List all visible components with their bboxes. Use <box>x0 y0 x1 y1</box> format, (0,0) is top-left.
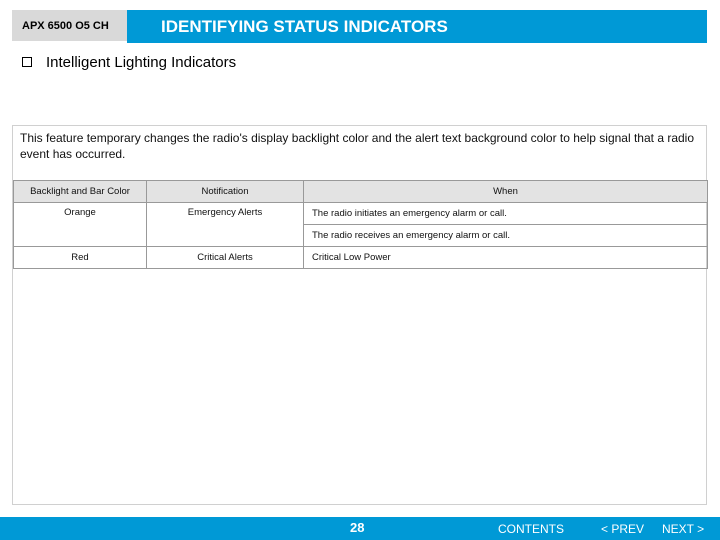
table-cell: Critical Low Power <box>304 247 708 269</box>
table-cell: Orange <box>14 203 147 247</box>
section-heading <box>22 52 236 72</box>
page-number: 28 <box>350 520 365 535</box>
next-link[interactable]: NEXT > <box>662 522 705 536</box>
content-panel <box>12 125 707 505</box>
table-header-cell: Backlight and Bar Color <box>14 181 147 203</box>
table-cell: The radio initiates an emergency alarm or call. <box>304 203 708 225</box>
prev-link[interactable]: < PREV <box>601 522 645 536</box>
table-cell: Red <box>14 247 147 269</box>
table-header-cell: When <box>304 181 708 203</box>
table-header-cell: Notification <box>147 181 304 203</box>
footer-bar <box>0 517 720 540</box>
model-label: APX 6500 O5 CH <box>12 10 127 41</box>
table-cell: The radio receives an emergency alarm or call. <box>304 225 708 247</box>
table-row <box>14 203 708 225</box>
table-row <box>14 247 708 269</box>
table-header-row <box>14 181 708 203</box>
square-bullet-icon <box>22 57 32 67</box>
section-heading-text: Intelligent Lighting Indicators <box>46 53 237 71</box>
contents-link[interactable]: CONTENTS <box>498 522 564 536</box>
page-title: IDENTIFYING STATUS INDICATORS <box>127 10 707 43</box>
table-cell: Emergency Alerts <box>147 203 304 247</box>
intro-text: This feature temporary changes the radio's display backlight color and the alert text background color to help signal that a radio event has occurred. <box>20 131 695 161</box>
table-cell: Critical Alerts <box>147 247 304 269</box>
indicator-table <box>13 180 708 269</box>
